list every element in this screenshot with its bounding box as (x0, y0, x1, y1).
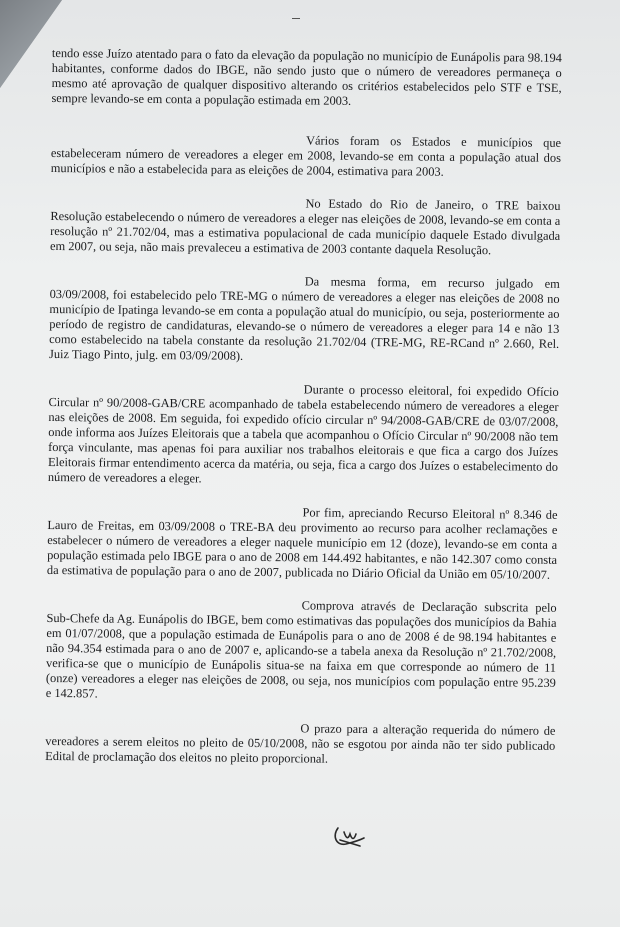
paragraph-6: Por fim, apreciando Recurso Eleitoral nº 8.346 de Lauro de Freitas, em 03/09/2008 o TRE-BA deu provimento ao recurso para acolher reclamações e estabelecer o número de vereadores a eleger naquele município em 12 (doze), levando-se em conta a população estimada pelo IBGE para o ano de 2008 em 144.492 habitantes, e não 142.307 como consta da estimativa de população para o ano de 2007, publicada no Diário Oficial da União em 05/10/2007. (46, 505, 558, 582)
paragraph-8: O prazo para a alteração requerida do número de vereadores a serem eleitos no pleito de 05/10/2008, não se esgotou por ainda não ter sido publicado Edital de proclamação dos eleitos no pleito proporcional. (45, 721, 556, 766)
paragraph-4: Da mesma forma, em recurso julgado em 03/09/2008, foi estabelecido pelo TRE-MG o número de vereadores a eleger nas eleições de 2008 no município de Ipatinga levando-se em conta a população atual do município, ou seja, posteriormente ao período de registro de candidaturas, elevando-se o número de vereadores a eleger para 14 e não 13 como estabelecido na tabela constante da resolução 21.702/04 (TRE-MG, RE-RCand nº 2.660, Rel. Juiz Tiago Pinto, julg. em 03/09/2008). (48, 274, 560, 363)
scan-mark (292, 18, 300, 19)
paragraph-1: tendo esse Juízo atentado para o fato da elevação da população no município de Eunápolis para 98.194 habitantes, conforme dados do IBGE, não sendo justo que o número de vereadores permaneça o mesmo até aprovação de qualquer dispositivo alterando os critérios estabelecidos pelo STF e TSE, sempre levando-se em conta a população estimada em 2003. (51, 46, 562, 108)
paragraph-2: Vários foram os Estados e municípios que estabeleceram número de vereadores a eleger em 2008, levando-se em conta a população atual dos municípios e não a estabelecida para as eleições de 2004, estimativa para 2003. (50, 133, 562, 179)
document-body (45, 46, 562, 787)
paragraph-3: No Estado do Rio de Janeiro, o TRE baixou Resolução estabelecendo o número de vereadores a eleger nas eleições de 2008, levando-se em conta a resolução nº 21.702/04, mas a estimativa populacional de cada município daquele Estado divulgada em 2007, ou seja, não mais prevaleceu a estimativa de 2003 contante daquela Resolução. (50, 196, 561, 258)
handwritten-initials (330, 818, 370, 850)
paragraph-5: Durante o processo eleitoral, foi expedido Ofício Circular nº 90/2008-GAB/CRE acompanhado de tabela estabelecendo número de vereadores a eleger nas eleições de 2008. Em seguida, foi expedido ofício circular nº 94/2008-GAB/CRE de 03/07/2008, onde informa aos Juízes Eleitorais que a tabela que acompanhou o Ofício Circular nº 90/2008 não tem força vinculante, mas apenas foi para auxiliar nos trabalhos eleitorais e que fica a cargo dos Juízes Eleitorais firmar entendimento acerca da matéria, ou seja, fica a cargo dos Juízes o estabelecimento do número de vereadores a eleger. (47, 382, 559, 486)
paragraph-7: Comprova através de Declaração subscrita pelo Sub-Chefe da Ag. Eunápolis do IBGE, bem como estimativas das populações dos municípios da Bahia em 01/07/2008, que a população estimada de Eunápolis para o ano de 2008 é de 98.194 habitantes e não 94.354 estimada para o ano de 2007 e, aplicando-se a tabela anexa da Resolução nº 21.702/2008, verifica-se que o município de Eunápolis situa-se na faixa em que corresponde ao número de 11 (onze) vereadores a eleger nas eleições de 2008, ou seja, nos municípios com população entre 95.239 e 142.857. (45, 598, 557, 701)
